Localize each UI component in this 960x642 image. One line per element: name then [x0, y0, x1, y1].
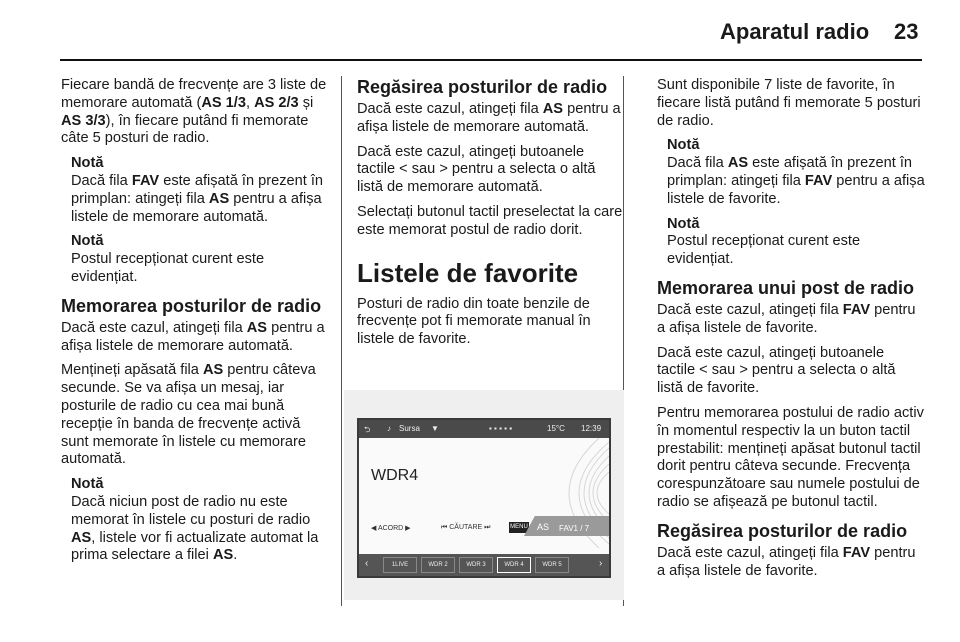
source-label: Sursa: [399, 424, 420, 433]
menu-button: MENU: [509, 522, 529, 533]
note-text: Postul recepționat curent este evidențiat.: [667, 233, 861, 268]
note-title: Notă: [667, 137, 700, 154]
note-text: Dacă fila AS este afișată în prezent în primplan: atingeți fila FAV pentru a afișa listele de favorite.: [667, 155, 925, 207]
column-3: [657, 77, 925, 587]
music-note-icon: ♪: [387, 424, 391, 433]
column-2: [357, 77, 623, 356]
preset-button: 1LIVE: [383, 557, 417, 573]
page-number: 23: [894, 19, 919, 44]
as-tab: AS: [537, 522, 550, 532]
back-icon: ⮌: [364, 425, 371, 434]
store-fav-paragraph-2: Dacă este cazul, atingeți butoanele tactile < sau > pentru a selecta o altă listă de favorite.: [657, 344, 896, 397]
seek-label: ACORD: [377, 525, 404, 532]
temperature: 15°C: [547, 424, 565, 433]
note-title: Notă: [71, 476, 104, 493]
favorites-paragraph: Posturi de radio din toate benzile de frecvențe pot fi memorate manual în listele de favorite.: [357, 295, 591, 348]
radio-display: [357, 418, 611, 578]
store-paragraph-1: Dacă este cazul, atingeți fila AS pentru a afișa listele de memorare automată.: [61, 319, 325, 354]
tune-control: ⏮ CĂUTARE ⏭: [441, 524, 491, 531]
preset-button: WDR 3: [459, 557, 493, 573]
preset-bar: [359, 554, 609, 576]
column-1: [61, 77, 331, 572]
store-paragraph-2: Mențineți apăsată fila AS pentru câteva secunde. Se va afișa un mesaj, iar posturile de radio cu cea mai bună recepție în banda de frecvențe activă sunt memorate în listele cu memorare automată.: [61, 362, 316, 468]
page-header-title: Aparatul radio: [720, 19, 870, 44]
clock: 12:39: [581, 424, 602, 433]
recall-paragraph-3: Selectați butonul tactil preselectat la care este memorat postul de radio dorit.: [357, 203, 623, 238]
station-name: WDR4: [371, 467, 419, 484]
store-fav-paragraph-3: Pentru memorarea postului de radio activ în momentul respectiv la un buton tactil prestabilit: mențineți apăsat butonul tactil dorit pentru câteva secunde. Frecvența corespunzătoare sau numele postului de radio se afișează pe butonul tactil.: [657, 404, 924, 510]
favorites-availability: Sunt disponibile 7 liste de favorite, în fiecare listă putând fi memorate 5 posturi de radio.: [657, 77, 921, 129]
note-title: Notă: [71, 233, 104, 250]
note-text: Postul recepționat curent este evidențiat.: [71, 251, 265, 285]
heading-recall-fav-stations: Regăsirea posturilor de radio: [657, 520, 908, 541]
radio-status-bar: [359, 420, 609, 438]
note-text: Dacă niciun post de radio nu este memorat în listele cu posturi de radio AS, listele vor fi actualizate automat la prima selectare a filei AS.: [71, 493, 319, 564]
note-block-4: [657, 137, 925, 208]
header-rule: [60, 59, 922, 61]
recall-paragraph-1: Dacă este cazul, atingeți fila AS pentru a afișa listele de memorare automată.: [357, 101, 621, 135]
store-fav-paragraph-1: Dacă este cazul, atingeți fila FAV pentru a afișa listele de favorite.: [657, 301, 916, 336]
preset-button: WDR 2: [421, 557, 455, 573]
note-title: Notă: [71, 155, 104, 172]
note-text: Dacă fila FAV este afișată în prezent în primplan: atingeți fila AS pentru a afișa listele de memorare automată.: [71, 172, 324, 225]
heading-favorite-lists: Listele de favorite: [357, 257, 579, 288]
next-list-icon: ›: [599, 558, 603, 569]
preset-button-selected: WDR 4: [497, 557, 531, 573]
status-icons: ▪ ▪ ▪ ▪ ▪: [489, 424, 513, 433]
note-title: Notă: [667, 215, 700, 232]
note-block-5: [657, 216, 925, 269]
intro-paragraph: Fiecare bandă de frecvențe are 3 liste de memorare automată (AS 1/3, AS 2/3 și AS 3/3), în fiecare putând fi memorate câte 5 posturi de radio.: [61, 77, 327, 147]
chevron-down-icon: ▼: [431, 424, 439, 433]
column-divider-left: [341, 76, 342, 606]
heading-store-station: Memorarea unui post de radio: [657, 277, 915, 298]
fav-tab: FAV1 / 7: [559, 524, 590, 533]
recall-paragraph-2: Dacă este cazul, atingeți butoanele tactile < sau > pentru a selecta o altă listă de memorare automată.: [357, 143, 596, 196]
tune-label: CĂUTARE: [449, 524, 483, 531]
heading-store-stations: Memorarea posturilor de radio: [61, 295, 322, 316]
note-block-1: [61, 155, 331, 226]
heading-recall-stations: Regăsirea posturilor de radio: [357, 77, 608, 97]
radio-screen-illustration: [344, 390, 624, 600]
recall-fav-paragraph-1: Dacă este cazul, atingeți fila FAV pentru a afișa listele de favorite.: [657, 544, 916, 579]
seek-control: ◀ ACORD ▶: [371, 525, 411, 532]
preset-button: WDR 5: [535, 557, 569, 573]
prev-list-icon: ‹: [365, 558, 369, 569]
note-block-3: [61, 476, 331, 565]
note-block-2: [61, 233, 331, 286]
